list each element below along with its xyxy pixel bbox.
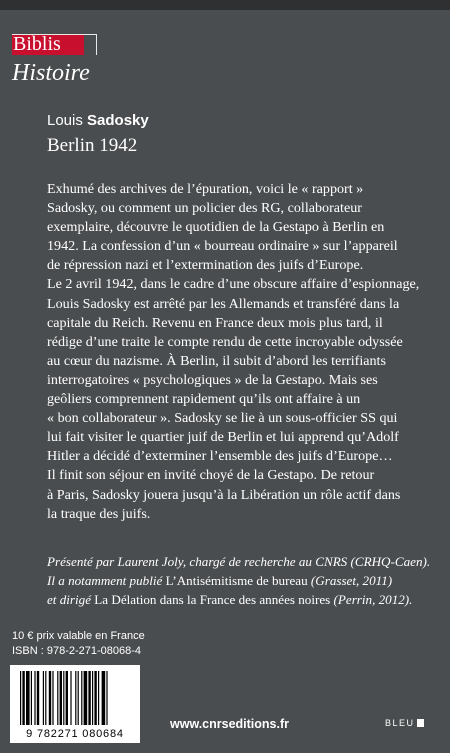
description-line: capitale du Reich. Revenu en France deux mois plus tard, il: [47, 314, 383, 331]
description-line: interrogatoires « psychologiques » de la Gestapo. Mais ses: [47, 371, 378, 388]
description-line: Hitler a décidé d’exterminer l’ensemble des juifs d’Europe…: [47, 448, 393, 465]
author-first-name: Louis: [47, 112, 83, 129]
logo-box-outline: [84, 34, 97, 55]
publisher-mark-icon: [417, 719, 424, 727]
description-line: au cœur du nazisme. À Berlin, il subit d’abord les terrifiants: [47, 352, 386, 369]
credits-line-1: Présenté par Laurent Joly, chargé de recherche au CNRS (CRHQ-Caen).: [47, 554, 431, 569]
description-line: exemplaire, découvre le quotidien de la Gestapo à Berlin en: [47, 219, 385, 236]
description-line: Louis Sadosky est arrêté par les Allemands et transféré dans la: [47, 295, 400, 312]
barcode-bars: [10, 665, 140, 729]
credits-publisher-2: (Perrin, 2012).: [333, 592, 413, 607]
isbn-line: ISBN : 978-2-271-08068-4: [12, 645, 142, 657]
description-line: Exhumé des archives de l’épuration, voici le « rapport »: [47, 181, 364, 197]
collection-series: Histoire: [12, 60, 90, 86]
book-author: [47, 112, 149, 130]
description-line: la traque des juifs.: [47, 505, 151, 522]
credits-block: [47, 552, 437, 609]
book-title: Berlin 1942: [47, 135, 138, 156]
credits-line-2: [47, 571, 437, 590]
description-line: « bon collaborateur ». Sadosky se lie à un sous-officier SS qui: [47, 410, 398, 427]
publisher-logo: [385, 718, 424, 728]
credits-line-2-intro: Il a notamment publié: [47, 573, 166, 588]
description-line: rédige d’une traite le compte rendu de cette incroyable odyssée: [47, 333, 403, 350]
credits-line-3-intro: et dirigé: [47, 592, 95, 607]
price-block: [12, 629, 145, 659]
description-line: Sadosky, ou comment un policier des RG, collaborateur: [47, 200, 362, 217]
book-description: [47, 180, 420, 524]
description-line: à Paris, Sadosky jouera jusqu’à la Libération un rôle actif dans: [47, 486, 401, 503]
description-line: de répression nazi et l’extermination des juifs d’Europe.: [47, 257, 364, 274]
top-edge-band: [0, 0, 450, 10]
barcode-digits: 9 782271 080684: [26, 728, 124, 740]
description-line: lui fait visiter le quartier juif de Berlin et lui apprend qu’Adolf: [47, 429, 399, 446]
credits-publisher-1: (Grasset, 2011): [310, 573, 393, 588]
price-line: 10 € prix valable en France: [12, 630, 145, 642]
description-line: geôliers comprennent rapidement qu’ils ont affaire à un: [47, 391, 361, 408]
description-line: 1942. La confession d’un « bourreau ordinaire » sur l’appareil: [47, 238, 398, 255]
publisher-name: BLEU: [385, 718, 415, 728]
publisher-website: www.cnrseditions.fr: [170, 717, 290, 731]
credits-line-3: [47, 590, 437, 609]
credits-book-title-2: La Délation dans la France des années noires: [94, 592, 334, 607]
barcode: [10, 665, 140, 743]
description-line: Le 2 avril 1942, dans le cadre d’une obscure affaire d’espionnage,: [47, 276, 420, 293]
description-line: Il finit son séjour en invité choyé de la Gestapo. De retour: [47, 467, 375, 484]
collection-name: Biblis: [13, 33, 61, 55]
author-last-name: Sadosky: [87, 112, 149, 129]
credits-book-title-1: L’Antisémitisme de bureau: [165, 573, 311, 588]
